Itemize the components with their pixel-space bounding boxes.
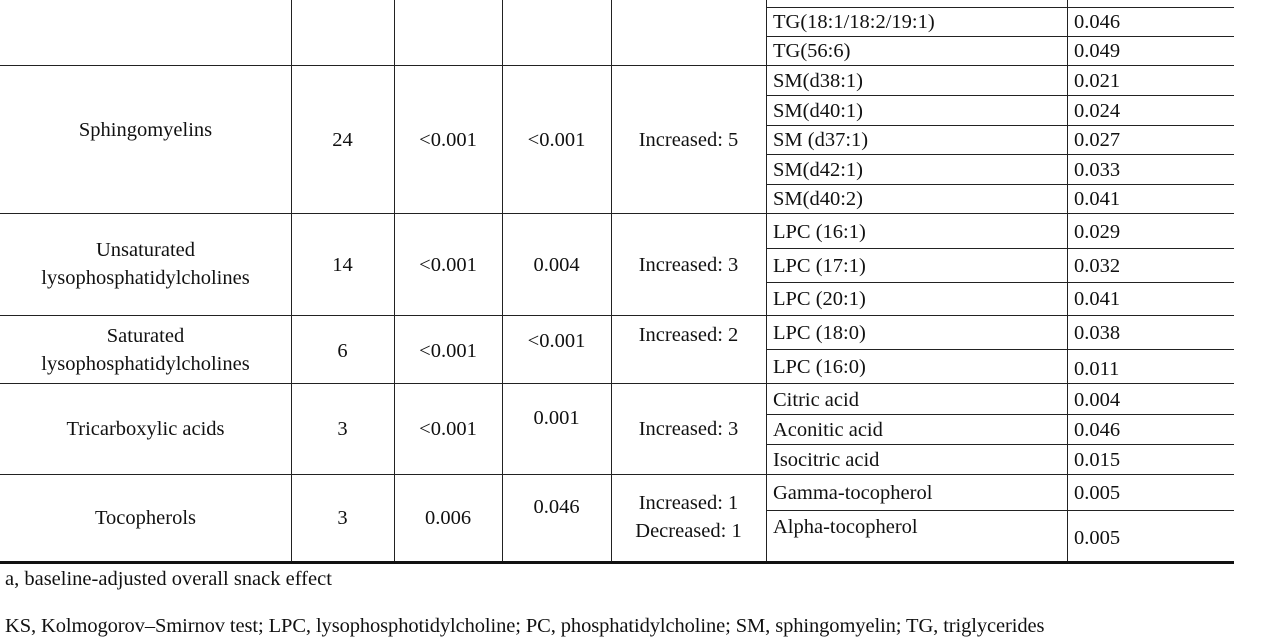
- group-label-line: lysophosphatidylcholines: [41, 267, 250, 289]
- metabolite-name: Aconitic acid: [773, 418, 883, 441]
- metabolite-p-value: 0.011: [1074, 358, 1120, 380]
- metabolite-name: LPC (16:1): [773, 221, 866, 243]
- snack-effect-p-value: <0.001: [527, 129, 586, 151]
- metabolite-p-value: 0.041: [1074, 288, 1121, 310]
- metabolite-count: 14: [332, 254, 353, 276]
- direction-line: Increased: 3: [638, 418, 739, 440]
- ks-p-value: <0.001: [419, 254, 477, 276]
- subrow-separator: [766, 248, 1234, 249]
- snack-effect-p-value: <0.001: [527, 330, 586, 352]
- metabolite-name: LPC (18:0): [773, 322, 866, 344]
- footnote-abbreviations: KS, Kolmogorov–Smirnov test; LPC, lysophosphotidylcholine; PC, phosphatidylcholine; SM, sphingomyelin; TG, triglycerides: [5, 615, 1045, 637]
- ks-p-value: 0.006: [424, 507, 472, 529]
- metabolite-p-value: 0.004: [1074, 388, 1121, 411]
- group-label-line: Tocopherols: [94, 507, 197, 529]
- metabolite-p-value: 0.032: [1074, 255, 1121, 277]
- direction-line: Decreased: 1: [635, 520, 742, 542]
- row-separator: [0, 383, 1234, 384]
- metabolite-count: 3: [337, 507, 348, 529]
- metabolite-p-value: 0.041: [1074, 187, 1121, 210]
- direction-line: Increased: 2: [638, 324, 739, 346]
- column-divider: [502, 0, 503, 562]
- column-divider: [291, 0, 292, 562]
- metabolite-name: Gamma-tocopherol: [773, 482, 933, 504]
- metabolite-name: Citric acid: [773, 388, 859, 411]
- direction: [611, 250, 766, 280]
- metabolite-p-value: 0.021: [1074, 69, 1121, 92]
- metabolite-name: SM (d37:1): [773, 128, 869, 151]
- group-label-line: lysophosphatidylcholines: [41, 353, 250, 375]
- metabolite-p-value: 0.038: [1074, 322, 1121, 344]
- metabolite-p-value: 0.005: [1074, 527, 1121, 549]
- group-label-line: Tricarboxylic acids: [66, 418, 225, 440]
- metabolite-name: LPC (16:0): [773, 356, 866, 378]
- metabolite-count: 24: [332, 129, 353, 151]
- metabolite-p-value: 0.049: [1074, 39, 1121, 62]
- metabolite-name: TG(18:1/18:2/19:1): [773, 10, 935, 33]
- direction: [611, 125, 766, 155]
- metabolite-p-value: 0.024: [1074, 99, 1121, 122]
- ks-p-value: <0.001: [419, 418, 477, 440]
- row-separator: [0, 474, 1234, 475]
- metabolite-name: LPC (20:1): [773, 288, 866, 310]
- metabolite-name: Alpha-tocopherol: [773, 515, 918, 538]
- metabolite-p-value: 0.046: [1074, 418, 1121, 441]
- metabolite-p-value: 0.029: [1074, 221, 1121, 243]
- metabolite-p-value: 0.005: [1074, 482, 1121, 504]
- metabolite-name: SM(d42:1): [773, 158, 863, 181]
- direction-line: Increased: 5: [638, 129, 739, 151]
- row-separator: [0, 213, 1234, 214]
- metabolite-p-value: 0.046: [1074, 10, 1121, 33]
- footnote-a: a, baseline-adjusted overall snack effect: [5, 568, 332, 590]
- subrow-separator: [766, 510, 1234, 511]
- column-divider: [611, 0, 612, 562]
- metabolite-name: TG(56:6): [773, 39, 851, 62]
- direction: [611, 488, 766, 546]
- metabolite-name: Isocitric acid: [773, 448, 880, 471]
- subrow-separator: [766, 349, 1234, 350]
- metabolite-p-value: 0.027: [1074, 128, 1121, 151]
- column-divider: [394, 0, 395, 562]
- metabolite-group: [0, 503, 291, 533]
- table-bottom-rule: [0, 561, 1234, 564]
- group-label-line: Saturated: [106, 325, 185, 347]
- snack-effect-p-value: 0.046: [533, 496, 580, 518]
- ks-p-value: <0.001: [419, 129, 477, 151]
- metabolite-p-value: 0.033: [1074, 158, 1121, 181]
- metabolite-group: [0, 236, 291, 292]
- metabolite-p-value: 0.015: [1074, 448, 1121, 471]
- group-label-line: Unsaturated: [95, 239, 196, 261]
- direction: [611, 320, 766, 350]
- direction-line: Increased: 3: [638, 254, 739, 276]
- metabolite-group: [0, 322, 291, 378]
- group-label-line: Sphingomyelins: [78, 119, 213, 141]
- metabolite-group: [0, 115, 291, 145]
- ks-p-value: <0.001: [419, 340, 477, 362]
- metabolite-name: SM(d40:1): [773, 99, 863, 122]
- row-separator: [0, 315, 1234, 316]
- metabolite-count: 3: [337, 418, 348, 440]
- direction: [611, 414, 766, 444]
- snack-effect-p-value: 0.001: [533, 407, 580, 429]
- metabolite-count: 6: [337, 340, 348, 362]
- direction-line: Increased: 1: [638, 492, 739, 514]
- metabolite-name: SM(d38:1): [773, 69, 863, 92]
- snack-effect-p-value: 0.004: [533, 254, 580, 276]
- metabolite-name: LPC (17:1): [773, 255, 866, 277]
- metabolite-name: SM(d40:2): [773, 187, 863, 210]
- metabolite-group: [0, 414, 291, 444]
